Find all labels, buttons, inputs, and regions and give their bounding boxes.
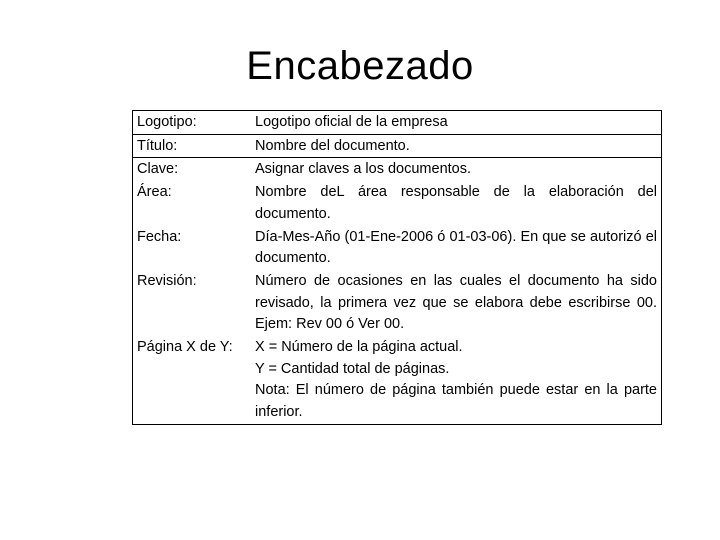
table-row-revision xyxy=(133,270,662,336)
row-label: Página X de Y: xyxy=(133,336,252,424)
row-value: Nombre deL área responsable de la elaboración del documento. xyxy=(251,181,662,225)
table-row-titulo xyxy=(133,134,662,158)
row-value-line: Y = Cantidad total de páginas. xyxy=(255,360,450,377)
table-row-pagina xyxy=(133,336,662,424)
header-definitions-table xyxy=(132,110,662,425)
row-value: Nombre del documento. xyxy=(251,134,662,158)
row-value: Número de ocasiones en las cuales el documento ha sido revisado, la primera vez que se elabora debe escribirse 00. Ejem: Rev 00 ó Ver 00. xyxy=(251,270,662,336)
row-label: Título: xyxy=(133,134,252,158)
row-value xyxy=(251,336,662,424)
row-label: Logotipo: xyxy=(133,111,252,135)
table-row-fecha xyxy=(133,226,662,270)
row-value-line: Nota: El número de página también puede estar en la parte inferior. xyxy=(255,382,657,421)
row-value: Día-Mes-Año (01-Ene-2006 ó 01-03-06). En que se autorizó el documento. xyxy=(251,226,662,270)
row-label: Revisión: xyxy=(133,270,252,336)
table-row-logotipo xyxy=(133,111,662,135)
table-row-area xyxy=(133,181,662,225)
row-label: Fecha: xyxy=(133,226,252,270)
row-label: Área: xyxy=(133,181,252,225)
row-label: Clave: xyxy=(133,158,252,181)
row-value: Asignar claves a los documentos. xyxy=(251,158,662,181)
table-row-clave xyxy=(133,158,662,181)
page-title: Encabezado xyxy=(246,44,474,88)
row-value-line: X = Número de la página actual. xyxy=(255,339,463,356)
row-value: Logotipo oficial de la empresa xyxy=(251,111,662,135)
